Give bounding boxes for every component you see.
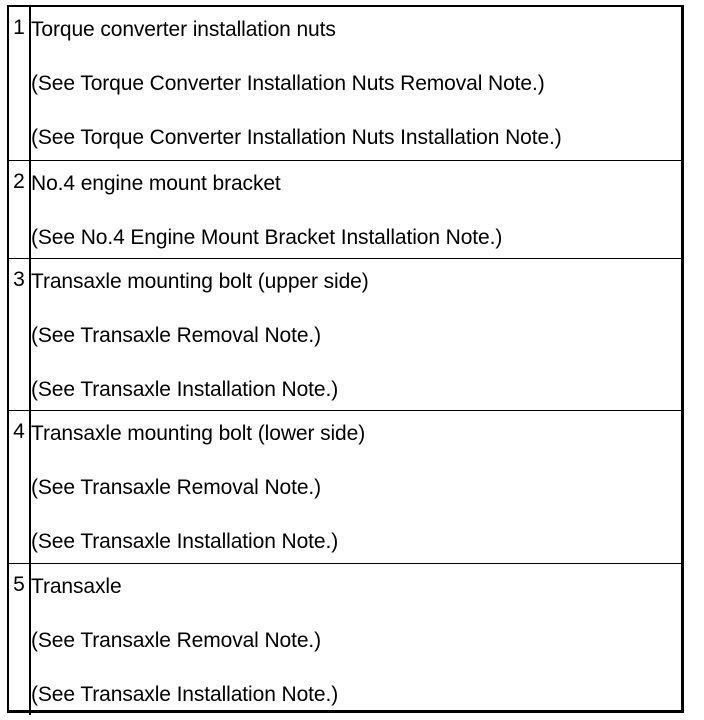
item-note-link[interactable]: (See Transaxle Removal Note.) <box>31 475 322 499</box>
item-note-link[interactable]: (See No.4 Engine Mount Bracket Installation Note.) <box>31 225 503 249</box>
item-note-link[interactable]: (See Transaxle Removal Note.) <box>31 628 322 652</box>
table-row <box>9 563 681 715</box>
item-note-link[interactable]: (See Transaxle Removal Note.) <box>31 323 322 347</box>
item-name: Transaxle <box>31 574 122 598</box>
item-note-link[interactable]: (See Transaxle Installation Note.) <box>31 682 339 706</box>
item-name: Torque converter installation nuts <box>31 18 336 41</box>
item-name: Transaxle mounting bolt (upper side) <box>31 269 369 293</box>
parts-table <box>9 7 681 715</box>
item-name: No.4 engine mount bracket <box>31 171 281 195</box>
item-number: 2 <box>9 160 30 258</box>
item-note-link[interactable]: (See Transaxle Installation Note.) <box>31 529 339 553</box>
item-number: 5 <box>9 563 30 715</box>
item-description <box>30 563 681 715</box>
item-description <box>30 160 681 258</box>
item-description <box>30 410 681 563</box>
item-name: Transaxle mounting bolt (lower side) <box>31 421 366 445</box>
item-number: 3 <box>9 258 30 410</box>
table-row <box>9 258 681 410</box>
item-description <box>30 7 681 160</box>
table-row <box>9 7 681 160</box>
item-number: 4 <box>9 410 30 563</box>
item-note-link[interactable]: (See Transaxle Installation Note.) <box>31 377 339 401</box>
item-note-link[interactable]: (See Torque Converter Installation Nuts Removal Note.) <box>31 72 545 95</box>
item-number: 1 <box>9 7 30 160</box>
table-row <box>9 160 681 258</box>
table-row <box>9 410 681 563</box>
item-note-link[interactable]: (See Torque Converter Installation Nuts Installation Note.) <box>31 126 562 149</box>
item-description <box>30 258 681 410</box>
parts-table-frame <box>7 5 684 713</box>
